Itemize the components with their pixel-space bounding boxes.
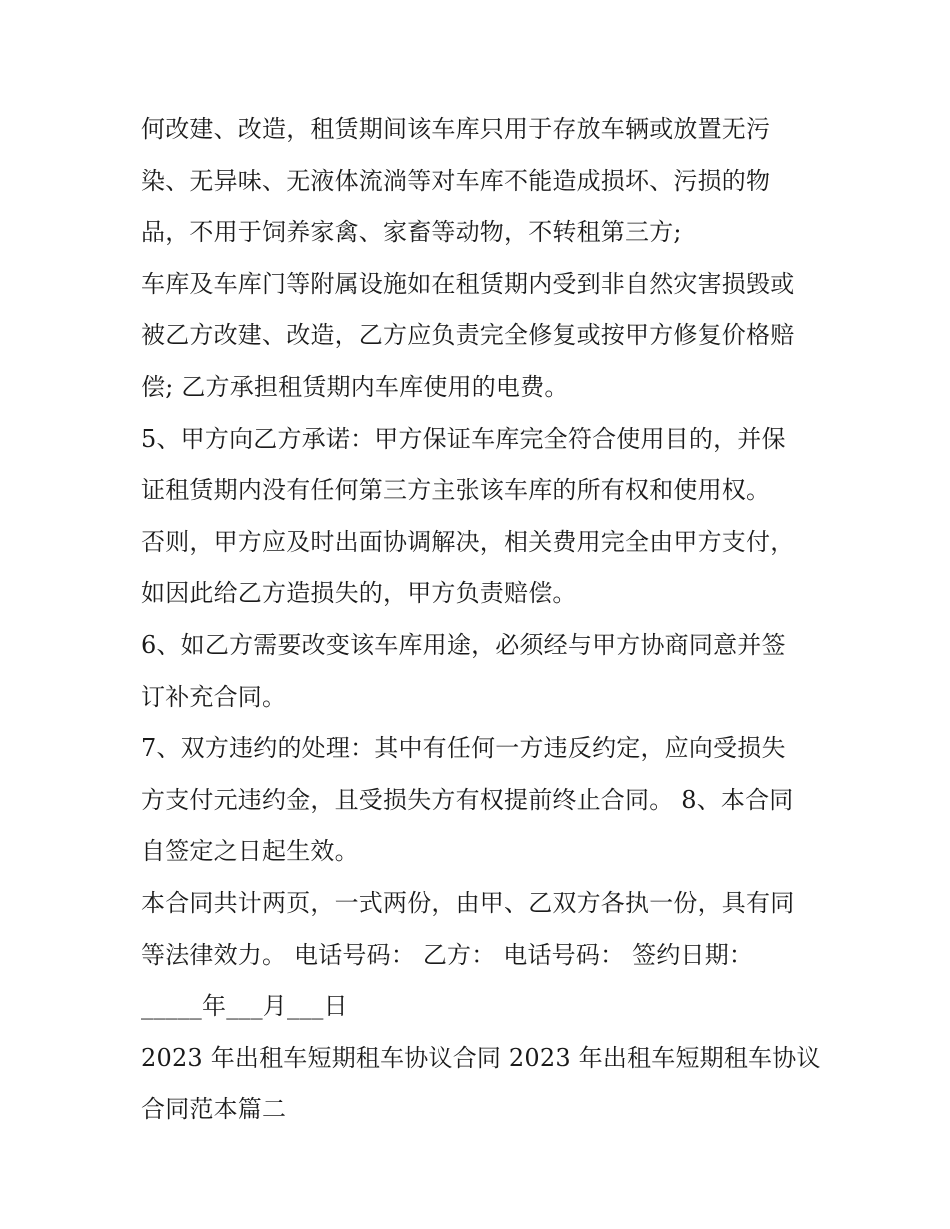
text-line: 6、如乙方需要改变该车库用途，必须经与甲方协商同意并签: [141, 630, 786, 659]
text-line: 订补充合同。: [141, 682, 287, 711]
text-line: 证租赁期内没有任何第三方主张该车库的所有权和使用权。: [141, 476, 771, 505]
text-line: 车库及车库门等附属设施如在租赁期内受到非自然灾害损毁或: [141, 269, 795, 298]
text-line: 否则，甲方应及时出面协调解决，相关费用完全由甲方支付，: [141, 527, 795, 556]
text-line: 7、双方违约的处理：其中有任何一方违反约定，应向受损失: [141, 734, 786, 763]
text-line: 如因此给乙方造损失的，甲方负责赔偿。: [141, 579, 577, 608]
text-line: 偿; 乙方承担租赁期内车库使用的电费。: [141, 372, 569, 401]
text-line: 等法律效力。 电话号码： 乙方： 电话号码： 签约日期：: [141, 940, 754, 969]
text-line: 5、甲方向乙方承诺：甲方保证车库完全符合使用目的，并保: [141, 424, 786, 453]
text-line: 本合同共计两页，一式两份，由甲、乙双方各执一份，具有同: [141, 888, 795, 917]
text-line: 何改建、改造，租赁期间该车库只用于存放车辆或放置无污: [141, 115, 771, 143]
signature-date-line: _____年___月___日: [141, 992, 348, 1021]
section-heading-line: 合同范本篇二: [141, 1095, 287, 1124]
text-line: 方支付元违约金，且受损失方有权提前终止合同。 8、本合同: [141, 785, 794, 814]
text-line: 自签定之日起生效。: [141, 837, 359, 866]
contract-text: [141, 104, 821, 1136]
text-line: 品，不用于饲养家禽、家畜等动物，不转租第三方;: [141, 218, 682, 247]
text-line: 染、无异味、无液体流淌等对车库不能造成损坏、污损的物: [141, 166, 771, 195]
section-heading-line: 2023 年出租车短期租车协议合同 2023 年出租车短期租车协议: [141, 1043, 821, 1072]
text-line: 被乙方改建、改造，乙方应负责完全修复或按甲方修复价格赔: [141, 321, 795, 350]
